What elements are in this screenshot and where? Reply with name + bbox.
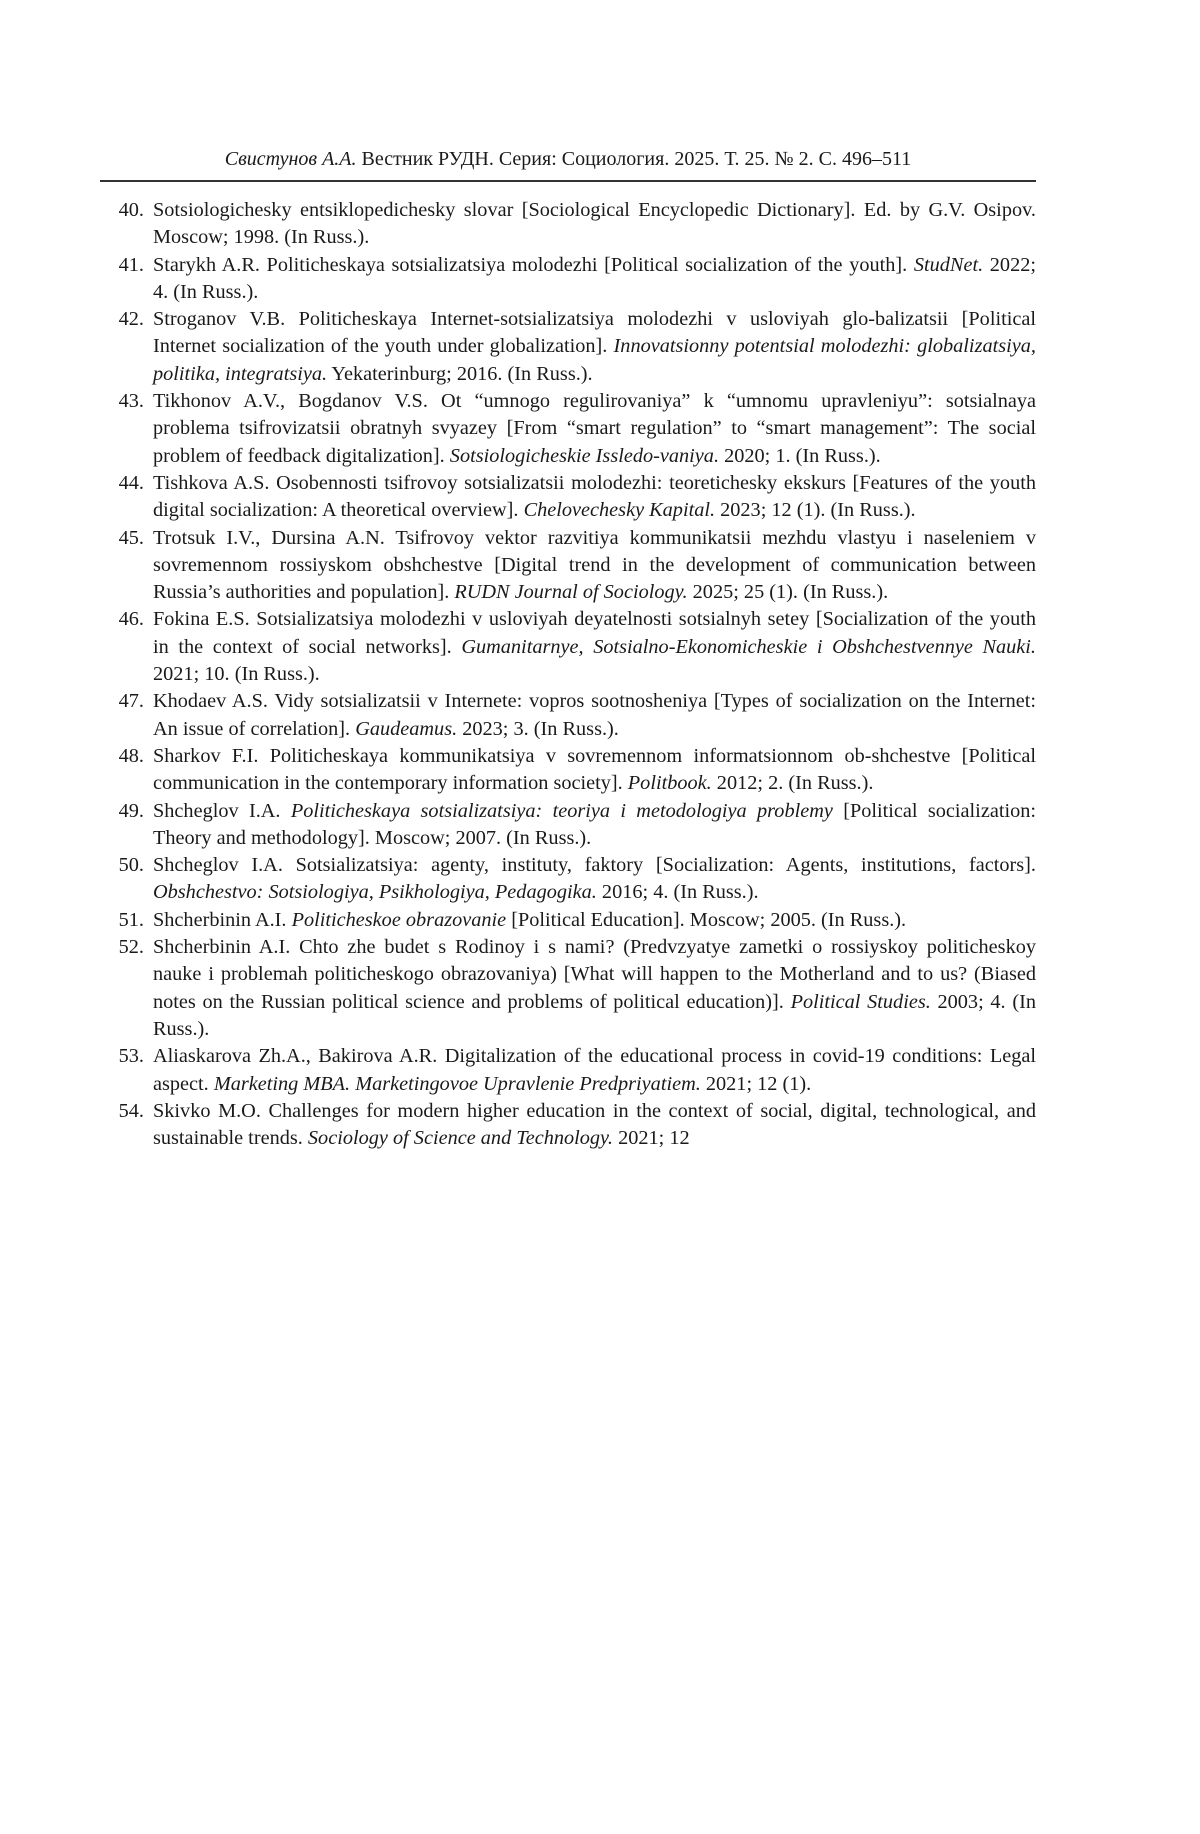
reference-source-title: Politicheskaya sotsializatsiya: teoriya i metodologiya problemy (290, 799, 833, 822)
reference-source-title: Sociology of Science and Technology. (307, 1127, 613, 1150)
reference-number: 42. (118, 308, 144, 331)
reference-item (100, 1098, 1036, 1153)
reference-list (100, 197, 1036, 1152)
reference-item (100, 525, 1036, 607)
reference-source-title: Politicheskoe obrazovanie (291, 908, 507, 931)
reference-text: Starykh A.R. Politicheskaya sotsializatsiya molodezhi [Political socialization of the youth]. (153, 253, 914, 276)
reference-number: 52. (118, 936, 144, 959)
reference-item (100, 306, 1036, 388)
reference-text: Trotsuk I.V., Dursina A.N. Tsifrovoy vektor razvitiya kommunikatsii mezhdu vlastyu i naseleniem v sovremennom rossiyskom obshchestve [Digital trend in the development of communication between Russia’s authorities and population]. (153, 526, 1036, 604)
reference-text: Tishkova A.S. Osobennosti tsifrovoy sotsializatsii molodezhi: teoretichesky ekskurs [Features of the youth digital socialization: A theoretical overview]. (153, 471, 1036, 522)
reference-source-title: Marketing MBA. Marketingovoe Upravlenie Predpriyatiem. (213, 1072, 701, 1095)
reference-source-title: Chelovechesky Kapital. (523, 499, 716, 522)
reference-text: Yekaterinburg; 2016. (In Russ.). (327, 362, 593, 385)
reference-text: Aliaskarova Zh.A., Bakirova A.R. Digitalization of the educational process in covid-19 conditions: Legal aspect. (153, 1045, 1036, 1095)
running-header (100, 148, 1036, 171)
header-author: Свистунов А.А. (224, 148, 357, 170)
reference-number: 44. (118, 471, 144, 494)
reference-item (100, 907, 1036, 934)
reference-number: 54. (118, 1099, 144, 1122)
reference-item (100, 743, 1036, 798)
reference-text: Shcheglov I.A. Sotsializatsiya: agenty, instituty, faktory [Socialization: Agents, institutions, factors]. (153, 854, 1036, 877)
header-journal: Вестник РУДН. Серия: Социология. 2025. Т. 25. № 2. С. 496–511 (356, 148, 912, 170)
reference-number: 50. (118, 854, 144, 877)
reference-text: Sharkov F.I. Politicheskaya kommunikatsiya v sovremennom informatsionnom ob-shchestve [Political communication in the contemporary information society]. (153, 744, 1036, 795)
reference-number: 45. (118, 526, 144, 549)
reference-source-title: Sotsiologicheskie Issledo-vaniya. (449, 444, 720, 467)
reference-item (100, 688, 1036, 743)
reference-item (100, 252, 1036, 307)
reference-text: [Political socialization: Theory and methodology]. Moscow; 2007. (In Russ.). (153, 799, 1037, 849)
reference-item (100, 852, 1036, 907)
reference-text: Sotsiologichesky entsiklopedichesky slovar [Sociological Encyclopedic Dictionary]. Ed. by G.V. Osipov. Moscow; 1998. (In Russ.). (153, 199, 1036, 249)
reference-text: Shcherbinin A.I. Chto zhe budet s Rodinoy i s nami? (Predvzyatye zametki o rossiyskoy politicheskoy nauke i problemah politicheskogo obrazovaniya) [What will happen to the Motherland and to us? (Biased notes on the Russian political science and problems of political education)]. (153, 936, 1036, 1013)
reference-text: 2025; 25 (1). (In Russ.). (687, 581, 889, 604)
reference-number: 53. (118, 1045, 144, 1068)
reference-text: Stroganov V.B. Politicheskaya Internet-sotsializatsiya molodezhi v usloviyah glo-balizatsii [Political Internet socialization of the youth under globalization]. (153, 308, 1036, 358)
reference-text: Skivko M.O. Challenges for modern higher education in the context of social, digital, technological, and sustainable trends. (153, 1099, 1036, 1150)
reference-item (100, 470, 1036, 525)
reference-number: 48. (118, 744, 144, 767)
reference-text: 2023; 3. (In Russ.). (457, 717, 619, 740)
reference-text: Shcheglov I.A. (153, 799, 291, 822)
reference-text: [Political Education]. Moscow; 2005. (In Russ.). (506, 908, 907, 931)
reference-source-title: Innovatsionny potentsial molodezhi: globalizatsiya, politika, integratsiya. (153, 335, 1036, 385)
reference-source-title: RUDN Journal of Sociology. (454, 581, 688, 604)
reference-item (100, 606, 1036, 688)
reference-number: 51. (118, 908, 144, 931)
reference-number: 46. (118, 608, 144, 631)
reference-source-title: StudNet. (913, 253, 984, 276)
reference-text: 2012; 2. (In Russ.). (711, 772, 874, 795)
reference-text: 2003; 4. (In Russ.). (153, 990, 1036, 1040)
reference-number: 41. (118, 253, 144, 276)
reference-source-title: Political Studies. (790, 990, 931, 1013)
reference-text: Tikhonov A.V., Bogdanov V.S. Ot “umnogo regulirovaniya” k “umnomu upravleniyu”: sotsialnaya problema tsifrovizatsii obratnyh svyazey [From “smart regulation” to “smart management”: The social problem of feedback digitalization]. (153, 390, 1036, 467)
reference-text: 2020; 1. (In Russ.). (719, 444, 881, 467)
reference-source-title: Politbook. (627, 772, 712, 795)
reference-source-title: Obshchestvo: Sotsiologiya, Psikhologiya, Pedagogika. (153, 881, 597, 904)
reference-text: 2022; 4. (In Russ.). (153, 253, 1036, 303)
reference-item (100, 1043, 1036, 1098)
reference-number: 49. (118, 799, 144, 822)
reference-source-title: Gumanitarnye, Sotsialno-Ekonomicheskie i Obshchestvennye Nauki. (461, 635, 1037, 658)
reference-text: 2021; 10. (In Russ.). (153, 663, 320, 686)
reference-text: Fokina E.S. Sotsializatsiya molodezhi v usloviyah deyatelnosti sotsialnyh setey [Socialization of the youth in the context of social networks]. (153, 608, 1036, 658)
reference-item (100, 934, 1036, 1043)
reference-text: 2016; 4. (In Russ.). (596, 881, 759, 904)
reference-text: 2023; 12 (1). (In Russ.). (715, 499, 916, 522)
reference-item (100, 388, 1036, 470)
reference-text: 2021; 12 (1). (700, 1072, 812, 1095)
header-rule (100, 180, 1036, 182)
reference-text: Khodaev A.S. Vidy sotsializatsii v Internete: vopros sootnosheniya [Types of socialization on the Internet: An issue of correlation]. (153, 690, 1036, 740)
reference-text: Shcherbinin A.I. (153, 908, 292, 931)
reference-text: 2021; 12 (613, 1127, 690, 1150)
reference-item (100, 197, 1036, 252)
reference-item (100, 798, 1036, 853)
reference-number: 40. (118, 199, 144, 221)
reference-source-title: Gaudeamus. (355, 717, 458, 740)
reference-number: 47. (118, 690, 144, 713)
reference-number: 43. (118, 390, 144, 413)
